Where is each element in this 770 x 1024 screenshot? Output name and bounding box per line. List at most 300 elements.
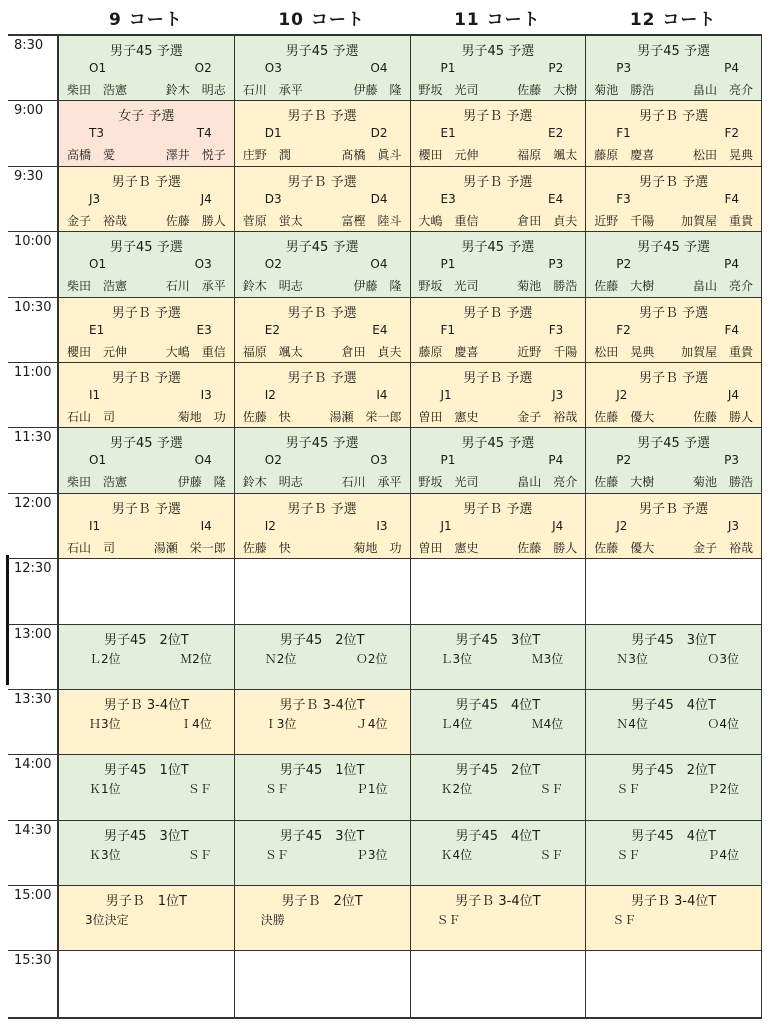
- match-title: 男子45 1位T: [103, 763, 189, 779]
- slot-a: 決勝: [260, 913, 285, 928]
- match-cell: [585, 428, 761, 492]
- match-title: 男子Ｂ 予選: [639, 305, 709, 321]
- player-b: 佐藤 勝人: [517, 540, 578, 555]
- player-b: 澤井 悦子: [165, 148, 226, 163]
- player-names: [419, 277, 578, 294]
- match-slots: [616, 323, 739, 337]
- player-a: 鈴木 明志: [242, 279, 303, 294]
- match-title: 男子Ｂ 3-4位T: [455, 894, 541, 910]
- slot-b: F2: [724, 126, 739, 141]
- match-title: 男子Ｂ 予選: [287, 305, 357, 321]
- player-names: [594, 277, 753, 294]
- match-cell: [585, 625, 761, 689]
- player-b: 湯瀬 栄一郎: [329, 409, 402, 424]
- match-slots: [616, 715, 739, 732]
- time-label: 14:30: [8, 821, 58, 885]
- slot-b: P4: [724, 257, 739, 272]
- player-names: [594, 408, 753, 425]
- player-a: 柴田 浩憲: [67, 83, 128, 97]
- slot-a: T3: [89, 126, 104, 141]
- slot-a: J2: [616, 387, 628, 402]
- slot-a: ＳＦ: [616, 782, 641, 797]
- player-b: 佐藤 大樹: [517, 83, 578, 97]
- slot-b: J4: [200, 191, 212, 206]
- slot-b: J3: [552, 387, 564, 402]
- match-title: 男子45 予選: [637, 240, 710, 256]
- match-title: 男子Ｂ 予選: [463, 305, 533, 321]
- match-title: 男子45 3位T: [103, 828, 189, 844]
- match-title: 男子Ｂ 予選: [463, 370, 533, 386]
- slot-b: Ｐ3位: [355, 847, 388, 862]
- schedule-row: [8, 101, 761, 166]
- match-slots: [441, 519, 564, 533]
- match-slots: [616, 61, 739, 75]
- slot-b: Ｍ2位: [180, 651, 212, 666]
- player-b: 金子 裕哉: [517, 409, 578, 424]
- slot-b: P2: [548, 61, 564, 75]
- player-names: [419, 408, 578, 425]
- player-a: 柴田 浩憲: [67, 279, 128, 294]
- player-b: 大嶋 重信: [165, 344, 226, 359]
- match-title: 男子Ｂ 予選: [639, 174, 709, 190]
- match-cell: [58, 951, 234, 1016]
- player-a: 石川 承平: [242, 83, 303, 97]
- match-cell: [234, 690, 410, 754]
- match-cell: [234, 167, 410, 231]
- slot-b: Ｍ3位: [531, 651, 564, 666]
- match-slots: [441, 257, 564, 271]
- match-cell: [58, 559, 234, 623]
- schedule-row: [8, 559, 761, 624]
- match-slots: [89, 323, 212, 337]
- slot-b: F4: [724, 191, 739, 206]
- match-slots: [612, 911, 739, 928]
- match-cell: [410, 101, 586, 165]
- match-title: 女子 予選: [118, 109, 175, 125]
- player-b: 髙橋 眞斗: [341, 148, 402, 163]
- player-names: [243, 343, 402, 360]
- match-cell: [585, 951, 761, 1016]
- player-names: [594, 473, 753, 490]
- match-cell: [234, 821, 410, 885]
- match-cell: [234, 625, 410, 689]
- match-slots: [441, 453, 564, 467]
- match-title: 男子Ｂ 予選: [639, 501, 709, 517]
- slot-b: O3: [370, 453, 388, 468]
- match-title: 男子Ｂ 予選: [287, 109, 357, 125]
- time-label: 12:00: [8, 494, 58, 558]
- slot-b: Ｏ2位: [355, 651, 388, 666]
- slot-a: ＳＦ: [264, 847, 289, 862]
- slot-a: ＳＦ: [436, 913, 461, 928]
- match-title: 男子Ｂ 予選: [111, 174, 181, 190]
- player-a: 大嶋 重信: [418, 213, 479, 228]
- slot-a: F3: [616, 191, 631, 206]
- match-cell: [58, 428, 234, 492]
- match-cell: [585, 886, 761, 950]
- match-slots: [441, 61, 564, 75]
- match-slots: [89, 192, 212, 206]
- match-cell: [58, 298, 234, 362]
- player-a: 佐藤 大樹: [594, 279, 655, 294]
- match-cell: [410, 428, 586, 492]
- match-title: 男子Ｂ 予選: [111, 370, 181, 386]
- player-names: [419, 539, 578, 556]
- match-cell: [585, 36, 761, 100]
- player-names: [594, 146, 753, 163]
- player-a: 曽田 憲史: [418, 409, 479, 424]
- slot-a: J2: [616, 518, 628, 533]
- slot-b: F3: [548, 322, 564, 337]
- match-slots: [89, 650, 212, 667]
- match-title: 男子45 3位T: [631, 632, 716, 648]
- slot-b: Ｐ1位: [355, 782, 388, 797]
- match-cell: [234, 428, 410, 492]
- match-slots: [265, 780, 388, 797]
- player-b: 伊藤 隆: [353, 83, 402, 97]
- player-a: 藤原 慶喜: [594, 148, 655, 163]
- match-slots: [265, 323, 388, 337]
- match-title: 男子Ｂ 予選: [111, 501, 181, 517]
- slot-b: Ｍ4位: [531, 716, 564, 731]
- slot-b: Ｉ4位: [180, 716, 212, 731]
- slot-a: O2: [264, 453, 282, 468]
- slot-a: Ｉ3位: [264, 716, 297, 731]
- slot-b: E3: [196, 322, 212, 337]
- player-names: [67, 212, 226, 229]
- player-b: 近野 千陽: [517, 344, 578, 359]
- match-slots: [89, 846, 212, 863]
- slot-b: D2: [370, 126, 388, 141]
- match-slots: [616, 192, 739, 206]
- match-title: 男子Ｂ 予選: [287, 501, 357, 517]
- slot-a: E1: [440, 126, 456, 141]
- match-slots: [265, 192, 388, 206]
- match-title: 男子45 3位T: [455, 632, 541, 648]
- player-a: 佐藤 快: [242, 409, 291, 424]
- player-b: 畠山 亮介: [517, 475, 578, 490]
- match-title: 男子45 4位T: [631, 697, 716, 713]
- slot-a: J3: [89, 191, 101, 206]
- slot-a: I1: [89, 387, 101, 402]
- slot-b: E4: [372, 322, 388, 337]
- match-cell: [58, 36, 234, 100]
- match-slots: [441, 192, 564, 206]
- time-label: 11:30: [8, 428, 58, 492]
- slot-b: O4: [370, 257, 388, 272]
- slot-a: Ｋ4位: [440, 847, 473, 862]
- slot-b: P4: [724, 61, 739, 75]
- player-a: 松田 晃典: [594, 344, 655, 359]
- match-title: 男子45 予選: [110, 240, 183, 256]
- match-slots: [265, 257, 388, 271]
- match-cell: [410, 821, 586, 885]
- player-b: 加賀屋 重貴: [680, 344, 753, 359]
- match-slots: [616, 257, 739, 271]
- match-title: 男子Ｂ 1位T: [105, 894, 187, 910]
- slot-b: Ｐ4位: [707, 847, 739, 862]
- match-slots: [260, 911, 388, 928]
- time-label: 11:00: [8, 363, 58, 427]
- player-b: 伊藤 隆: [177, 475, 226, 490]
- match-cell: [58, 232, 234, 296]
- match-slots: [89, 126, 212, 140]
- court-header-9: 9 コート: [109, 9, 183, 30]
- match-cell: [58, 494, 234, 558]
- player-a: 菅原 蛍太: [242, 213, 303, 228]
- match-title: 男子45 予選: [110, 436, 183, 452]
- match-title: 男子45 2位T: [631, 763, 716, 779]
- match-title: 男子45 予選: [285, 44, 359, 59]
- schedule-row: [8, 625, 761, 690]
- match-cell: [585, 821, 761, 885]
- match-cell: [58, 690, 234, 754]
- match-slots: [265, 388, 388, 402]
- match-slots: [89, 453, 212, 467]
- match-slots: [265, 61, 388, 75]
- slot-a: I2: [264, 518, 276, 533]
- match-title: 男子Ｂ 予選: [111, 305, 181, 321]
- player-b: 富樫 陸斗: [341, 213, 402, 228]
- match-cell: [410, 690, 586, 754]
- slot-b: T4: [196, 126, 212, 141]
- match-slots: [265, 519, 388, 533]
- match-cell: [585, 167, 761, 231]
- slot-b: I3: [200, 387, 212, 402]
- slot-b: J4: [727, 387, 739, 402]
- player-names: [594, 212, 753, 229]
- player-b: 伊藤 隆: [353, 279, 402, 294]
- match-title: 男子Ｂ 予選: [287, 174, 357, 190]
- schedule-row: [8, 363, 761, 428]
- match-cell: [410, 232, 586, 296]
- slot-b: Ｏ3位: [707, 651, 739, 666]
- player-b: 松田 晃典: [692, 148, 753, 163]
- slot-a: Ｎ2位: [264, 651, 297, 666]
- player-a: 佐藤 快: [242, 540, 291, 555]
- schedule-row: [8, 821, 761, 886]
- schedule-table: [8, 34, 762, 1019]
- slot-a: P2: [616, 453, 632, 468]
- match-slots: [89, 61, 212, 75]
- slot-a: Ｎ4位: [616, 716, 648, 731]
- match-title: 男子Ｂ 予選: [463, 174, 533, 190]
- player-names: [419, 146, 578, 163]
- player-a: 藤原 慶喜: [418, 344, 479, 359]
- slot-a: O1: [89, 453, 107, 468]
- slot-b: D4: [370, 191, 388, 206]
- match-slots: [265, 650, 388, 667]
- match-slots: [265, 126, 388, 140]
- slot-b: I4: [200, 518, 212, 533]
- slot-b: Ｊ4位: [355, 716, 388, 731]
- slot-b: O4: [194, 453, 212, 468]
- player-names: [67, 277, 226, 294]
- player-names: [419, 212, 578, 229]
- slot-b: E2: [548, 126, 564, 141]
- schedule-row: [8, 951, 761, 1016]
- slot-a: I2: [264, 387, 276, 402]
- slot-a: E2: [264, 322, 280, 337]
- slot-b: J3: [727, 518, 739, 533]
- slot-b: Ｏ4位: [707, 716, 739, 731]
- match-slots: [436, 911, 564, 928]
- match-title: 男子Ｂ 3-4位T: [103, 697, 190, 713]
- match-slots: [616, 388, 739, 402]
- slot-a: O1: [89, 61, 107, 75]
- match-cell: [410, 559, 586, 623]
- match-cell: [410, 363, 586, 427]
- schedule-row: [8, 755, 761, 820]
- match-title: 男子45 4位T: [455, 828, 541, 844]
- match-cell: [585, 559, 761, 623]
- match-title: 男子Ｂ 2位T: [281, 894, 363, 910]
- slot-b: ＳＦ: [539, 847, 564, 862]
- slot-a: ＳＦ: [616, 847, 641, 862]
- slot-b: F4: [724, 322, 739, 337]
- court-header-10: 10 コート: [278, 9, 365, 30]
- match-cell: [234, 101, 410, 165]
- slot-a: P1: [440, 453, 456, 468]
- match-slots: [441, 650, 564, 667]
- player-names: [594, 343, 753, 360]
- player-names: [67, 539, 226, 556]
- match-cell: [410, 951, 586, 1016]
- slot-a: P1: [440, 61, 456, 75]
- match-cell: [410, 298, 586, 362]
- match-slots: [265, 715, 388, 732]
- match-slots: [441, 323, 564, 337]
- player-b: 菊地 功: [177, 409, 226, 424]
- match-title: 男子45 2位T: [279, 632, 365, 648]
- match-cell: [234, 363, 410, 427]
- match-title: 男子45 3位T: [279, 828, 365, 844]
- slot-b: I3: [376, 518, 388, 533]
- match-slots: [89, 519, 212, 533]
- time-label: 15:00: [8, 886, 58, 950]
- match-slots: [616, 453, 739, 467]
- match-cell: [585, 101, 761, 165]
- player-names: [243, 81, 402, 98]
- player-a: 菊池 勝浩: [594, 83, 655, 97]
- slot-a: E1: [89, 322, 105, 337]
- slot-b: P4: [548, 453, 564, 468]
- match-cell: [234, 298, 410, 362]
- player-b: 鈴木 明志: [165, 83, 226, 97]
- player-names: [67, 81, 226, 98]
- player-a: 庄野 潤: [242, 148, 291, 163]
- slot-a: D1: [264, 126, 282, 141]
- player-names: [67, 343, 226, 360]
- match-cell: [234, 36, 410, 100]
- match-cell: [585, 232, 761, 296]
- slot-a: 3位決定: [85, 913, 129, 928]
- match-cell: [58, 167, 234, 231]
- match-slots: [89, 257, 212, 271]
- match-title: 男子Ｂ 予選: [463, 501, 533, 517]
- slot-b: O2: [194, 61, 212, 75]
- match-cell: [410, 36, 586, 100]
- player-names: [67, 146, 226, 163]
- slot-a: P2: [616, 257, 632, 272]
- match-cell: [234, 494, 410, 558]
- player-a: 近野 千陽: [594, 213, 655, 228]
- player-b: 石川 承平: [165, 279, 226, 294]
- match-title: 男子45 予選: [637, 44, 710, 59]
- player-b: 金子 裕哉: [692, 540, 753, 555]
- slot-a: J1: [440, 518, 452, 533]
- player-b: 石川 承平: [341, 475, 402, 490]
- match-slots: [441, 846, 564, 863]
- slot-a: J1: [440, 387, 452, 402]
- match-slots: [441, 715, 564, 732]
- match-slots: [616, 126, 739, 140]
- player-a: 福原 颯太: [242, 344, 303, 359]
- player-names: [419, 473, 578, 490]
- match-slots: [616, 846, 739, 863]
- match-slots: [616, 650, 739, 667]
- match-cell: [234, 886, 410, 950]
- slot-a: P3: [616, 61, 632, 75]
- slot-a: Ｌ2位: [89, 651, 121, 666]
- match-title: 男子45 2位T: [103, 632, 189, 648]
- schedule-row: [8, 298, 761, 363]
- slot-b: Ｐ2位: [707, 782, 739, 797]
- time-label: 9:30: [8, 167, 58, 231]
- slot-b: ＳＦ: [539, 782, 564, 797]
- player-names: [594, 81, 753, 98]
- match-slots: [616, 780, 739, 797]
- player-a: 高橋 愛: [67, 148, 116, 163]
- match-cell: [234, 755, 410, 819]
- player-names: [243, 473, 402, 490]
- slot-b: I4: [376, 387, 388, 402]
- match-cell: [234, 232, 410, 296]
- match-title: 男子Ｂ 予選: [639, 109, 709, 125]
- player-names: [67, 408, 226, 425]
- player-names: [243, 146, 402, 163]
- time-label: 13:30: [8, 690, 58, 754]
- player-b: 佐藤 勝人: [165, 213, 226, 228]
- time-label: 8:30: [8, 36, 58, 100]
- match-cell: [58, 886, 234, 950]
- player-names: [243, 277, 402, 294]
- player-b: 菊池 勝浩: [517, 279, 578, 294]
- match-title: 男子Ｂ 予選: [463, 109, 533, 125]
- match-title: 男子45 予選: [461, 436, 535, 452]
- player-a: 野坂 光司: [418, 279, 479, 294]
- match-slots: [441, 780, 564, 797]
- match-cell: [58, 101, 234, 165]
- match-title: 男子Ｂ 予選: [639, 370, 709, 386]
- match-title: 男子Ｂ 3-4位T: [279, 697, 365, 713]
- time-label: 12:30: [8, 559, 58, 623]
- match-title: 男子45 2位T: [455, 763, 541, 779]
- slot-a: Ｋ3位: [89, 847, 121, 862]
- match-cell: [58, 363, 234, 427]
- time-label: 15:30: [8, 951, 58, 1016]
- match-title: 男子Ｂ 3-4位T: [630, 894, 717, 910]
- player-b: 佐藤 勝人: [692, 409, 753, 424]
- player-names: [243, 212, 402, 229]
- player-names: [419, 343, 578, 360]
- slot-a: Ｈ3位: [89, 716, 121, 731]
- slot-a: O2: [264, 257, 282, 272]
- player-b: 加賀屋 重貴: [680, 213, 753, 228]
- slot-b: O3: [194, 257, 212, 272]
- match-cell: [58, 625, 234, 689]
- match-cell: [58, 755, 234, 819]
